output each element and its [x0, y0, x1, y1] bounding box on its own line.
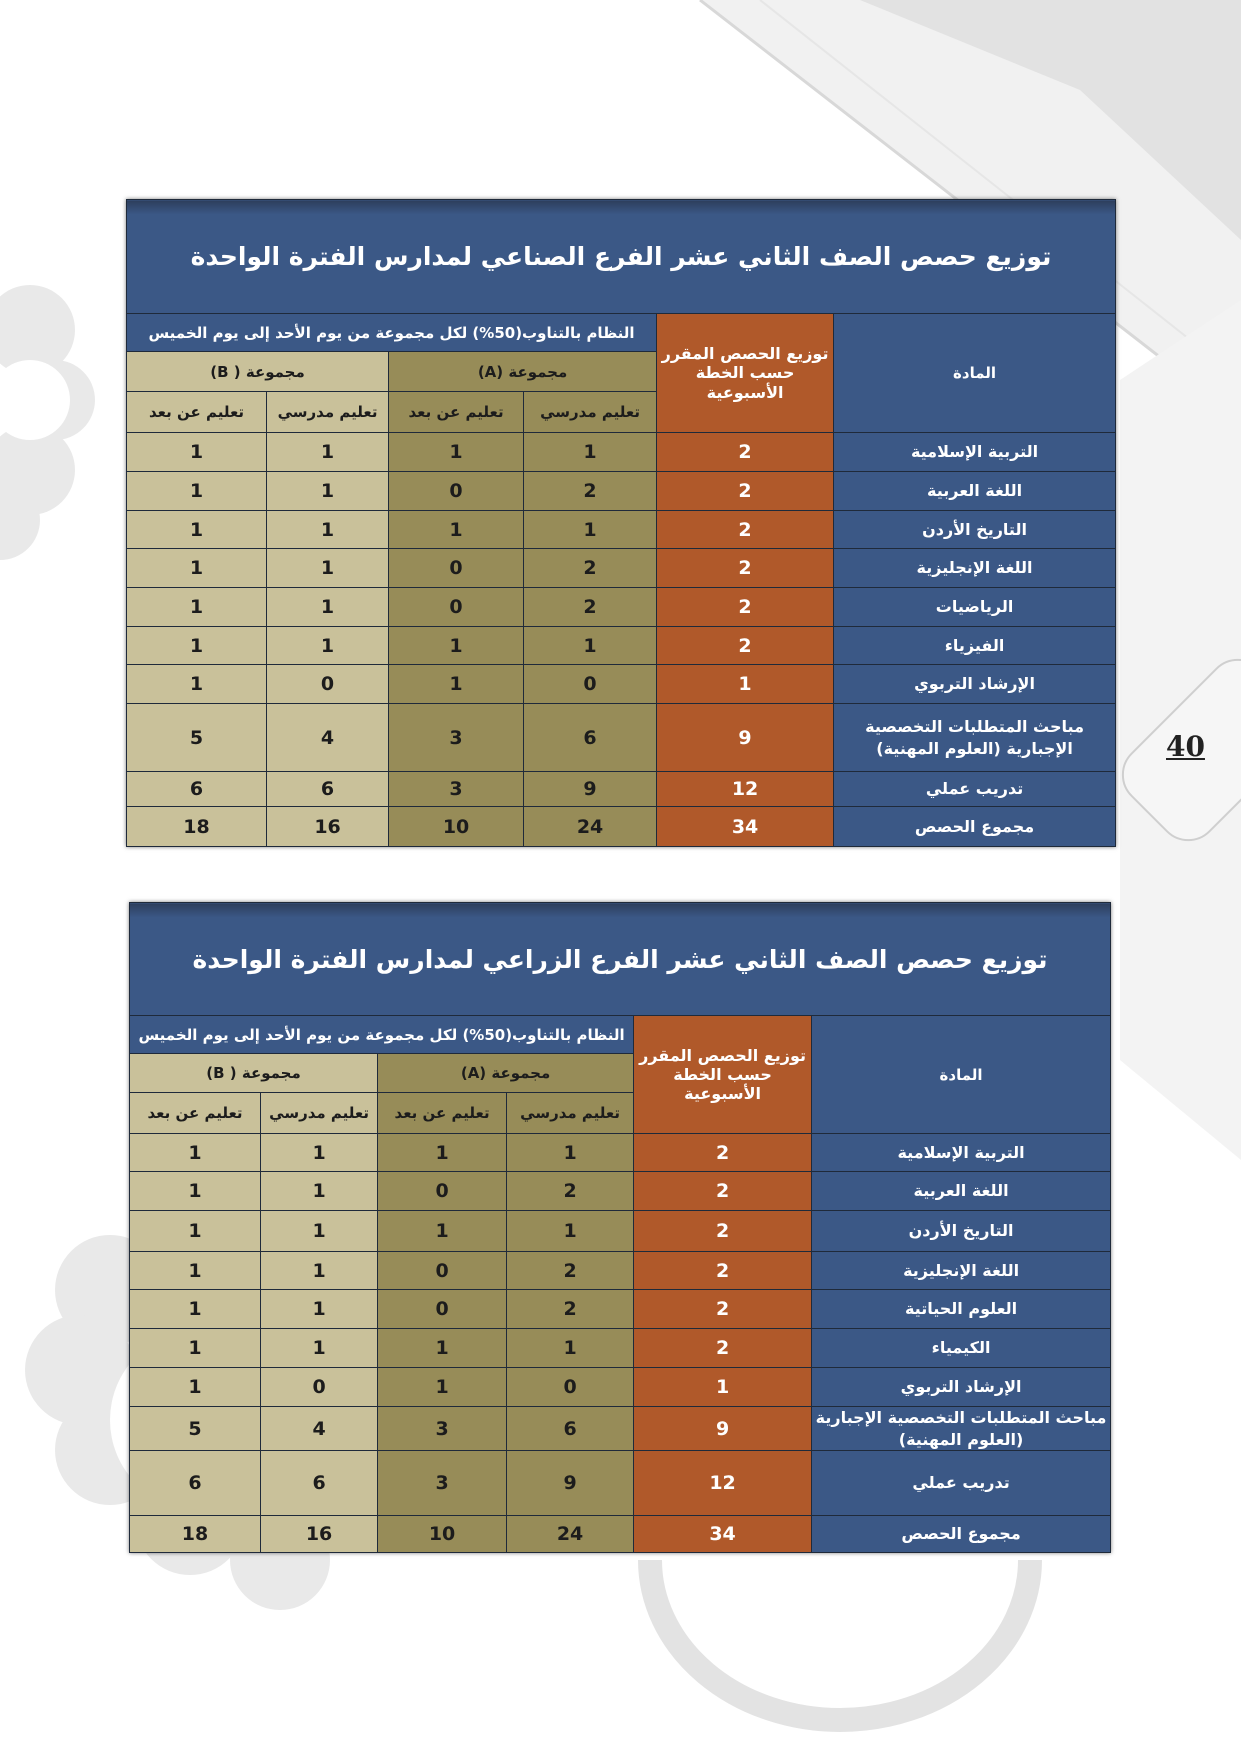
- header-a-remote: تعليم عن بعد: [378, 1093, 507, 1134]
- group-a-remote-cell: 0: [389, 588, 524, 627]
- header-subject: المادة: [812, 1016, 1111, 1134]
- header-a-remote: تعليم عن بعد: [389, 392, 524, 433]
- plan-cell: 12: [657, 772, 834, 807]
- table-row: [127, 627, 1116, 665]
- group-b-school-cell: 1: [267, 588, 389, 627]
- group-a-school-cell: 2: [524, 588, 657, 627]
- group-b-school-cell: 1: [267, 549, 389, 588]
- plan-cell: 2: [634, 1290, 812, 1329]
- subject-cell: اللغة الإنجليزية: [834, 549, 1116, 588]
- table-row: [130, 1290, 1111, 1329]
- table-row: [130, 1407, 1111, 1451]
- group-a-school-cell: 0: [524, 665, 657, 704]
- group-a-school-cell: 6: [524, 704, 657, 772]
- group-a-remote-cell: 1: [389, 665, 524, 704]
- group-a-school-cell: 0: [507, 1368, 634, 1407]
- group-a-school-cell: 2: [524, 549, 657, 588]
- header-rotation-system: النظام بالتناوب(50%) لكل مجموعة من يوم الأحد إلى يوم الخميس: [130, 1016, 634, 1054]
- group-a-school-cell: 1: [524, 511, 657, 549]
- header-b-school: تعليم مدرسي: [267, 392, 389, 433]
- subject-cell: التربية الإسلامية: [834, 433, 1116, 472]
- header-plan: توزيع الحصص المقرر حسب الخطة الأسبوعية: [634, 1016, 812, 1134]
- group-b-remote-cell: 1: [127, 665, 267, 704]
- table-agricultural-branch: [129, 902, 1111, 1553]
- plan-cell: 2: [634, 1252, 812, 1290]
- group-a-school-cell: 24: [524, 807, 657, 847]
- header-b-remote: تعليم عن بعد: [127, 392, 267, 433]
- header-row: [130, 1016, 1111, 1054]
- group-b-school-cell: 1: [267, 627, 389, 665]
- subject-cell: الفيزياء: [834, 627, 1116, 665]
- header-row: [127, 314, 1116, 352]
- header-group-b: مجموعة ( B): [130, 1054, 378, 1093]
- table-row: [127, 704, 1116, 772]
- header-group-a: مجموعة (A): [389, 352, 657, 392]
- group-a-school-cell: 1: [507, 1329, 634, 1368]
- subject-cell: الإرشاد التربوي: [834, 665, 1116, 704]
- group-b-remote-cell: 1: [130, 1329, 261, 1368]
- group-a-school-cell: 2: [507, 1290, 634, 1329]
- group-b-school-cell: 0: [267, 665, 389, 704]
- group-b-remote-cell: 18: [127, 807, 267, 847]
- group-a-remote-cell: 1: [389, 433, 524, 472]
- group-b-remote-cell: 1: [127, 472, 267, 511]
- group-b-remote-cell: 6: [127, 772, 267, 807]
- group-a-school-cell: 24: [507, 1516, 634, 1553]
- subject-cell: التاريخ الأردن: [812, 1211, 1111, 1252]
- subject-cell: الكيمياء: [812, 1329, 1111, 1368]
- header-b-school: تعليم مدرسي: [261, 1093, 378, 1134]
- subject-cell: التاريخ الأردن: [834, 511, 1116, 549]
- table-row: [127, 549, 1116, 588]
- plan-cell: 2: [657, 511, 834, 549]
- subject-cell: الرياضيات: [834, 588, 1116, 627]
- group-a-remote-cell: 0: [389, 549, 524, 588]
- group-b-remote-cell: 1: [127, 627, 267, 665]
- plan-cell: 2: [657, 472, 834, 511]
- group-b-remote-cell: 1: [130, 1290, 261, 1329]
- group-a-remote-cell: 1: [389, 627, 524, 665]
- header-a-school: تعليم مدرسي: [524, 392, 657, 433]
- group-a-remote-cell: 3: [389, 704, 524, 772]
- group-a-remote-cell: 1: [378, 1134, 507, 1172]
- group-b-remote-cell: 1: [127, 549, 267, 588]
- subject-cell: الإرشاد التربوي: [812, 1368, 1111, 1407]
- table-row: [127, 807, 1116, 847]
- page-number: 40: [1166, 730, 1205, 763]
- title-row: [127, 200, 1116, 314]
- group-b-school-cell: 1: [261, 1172, 378, 1211]
- table-row: [130, 1368, 1111, 1407]
- group-b-remote-cell: 1: [127, 588, 267, 627]
- subject-cell: اللغة الإنجليزية: [812, 1252, 1111, 1290]
- group-a-remote-cell: 0: [378, 1172, 507, 1211]
- plan-cell: 34: [657, 807, 834, 847]
- plan-cell: 1: [657, 665, 834, 704]
- header-plan: توزيع الحصص المقرر حسب الخطة الأسبوعية: [657, 314, 834, 433]
- group-a-school-cell: 2: [507, 1252, 634, 1290]
- subject-cell: مجموع الحصص: [812, 1516, 1111, 1553]
- title-row: [130, 903, 1111, 1016]
- group-a-school-cell: 2: [524, 472, 657, 511]
- group-a-school-cell: 1: [524, 433, 657, 472]
- group-a-remote-cell: 3: [378, 1407, 507, 1451]
- subject-cell: التربية الإسلامية: [812, 1134, 1111, 1172]
- group-b-school-cell: 1: [261, 1211, 378, 1252]
- group-b-school-cell: 6: [267, 772, 389, 807]
- group-b-remote-cell: 6: [130, 1451, 261, 1516]
- plan-cell: 9: [634, 1407, 812, 1451]
- group-a-school-cell: 6: [507, 1407, 634, 1451]
- group-a-school-cell: 1: [507, 1134, 634, 1172]
- plan-cell: 2: [634, 1211, 812, 1252]
- subject-cell: مباحث المتطلبات التخصصية الإجبارية (العلوم المهنية): [834, 704, 1116, 772]
- plan-cell: 9: [657, 704, 834, 772]
- group-a-school-cell: 1: [507, 1211, 634, 1252]
- group-b-remote-cell: 1: [130, 1368, 261, 1407]
- group-b-remote-cell: 18: [130, 1516, 261, 1553]
- group-a-remote-cell: 10: [389, 807, 524, 847]
- table-row: [130, 1211, 1111, 1252]
- group-b-remote-cell: 5: [127, 704, 267, 772]
- group-a-remote-cell: 3: [378, 1451, 507, 1516]
- header-group-a: مجموعة (A): [378, 1054, 634, 1093]
- plan-cell: 2: [657, 588, 834, 627]
- plan-cell: 2: [657, 433, 834, 472]
- plan-cell: 2: [657, 627, 834, 665]
- group-b-school-cell: 1: [261, 1290, 378, 1329]
- table-row: [130, 1172, 1111, 1211]
- header-rotation-system: النظام بالتناوب(50%) لكل مجموعة من يوم الأحد إلى يوم الخميس: [127, 314, 657, 352]
- table-row: [127, 511, 1116, 549]
- group-b-school-cell: 1: [267, 511, 389, 549]
- group-b-school-cell: 1: [261, 1252, 378, 1290]
- header-a-school: تعليم مدرسي: [507, 1093, 634, 1134]
- group-b-remote-cell: 5: [130, 1407, 261, 1451]
- header-group-b: مجموعة ( B): [127, 352, 389, 392]
- subject-cell: تدريب عملي: [812, 1451, 1111, 1516]
- group-a-remote-cell: 1: [378, 1211, 507, 1252]
- header-b-remote: تعليم عن بعد: [130, 1093, 261, 1134]
- group-b-remote-cell: 1: [130, 1172, 261, 1211]
- group-a-school-cell: 9: [524, 772, 657, 807]
- group-b-remote-cell: 1: [130, 1211, 261, 1252]
- group-b-remote-cell: 1: [127, 511, 267, 549]
- subject-cell: اللغة العربية: [834, 472, 1116, 511]
- group-a-school-cell: 2: [507, 1172, 634, 1211]
- table-title: توزيع حصص الصف الثاني عشر الفرع الزراعي لمدارس الفترة الواحدة: [130, 903, 1111, 1016]
- table-row: [130, 1134, 1111, 1172]
- group-b-school-cell: 16: [261, 1516, 378, 1553]
- group-b-remote-cell: 1: [130, 1134, 261, 1172]
- plan-cell: 1: [634, 1368, 812, 1407]
- table-row: [130, 1329, 1111, 1368]
- group-b-school-cell: 1: [261, 1134, 378, 1172]
- table-row: [130, 1516, 1111, 1553]
- plan-cell: 2: [634, 1329, 812, 1368]
- plan-cell: 12: [634, 1451, 812, 1516]
- table-row: [130, 1451, 1111, 1516]
- plan-cell: 2: [634, 1172, 812, 1211]
- group-b-school-cell: 4: [267, 704, 389, 772]
- group-a-remote-cell: 0: [389, 472, 524, 511]
- subject-cell: العلوم الحياتية: [812, 1290, 1111, 1329]
- table-row: [127, 588, 1116, 627]
- group-a-remote-cell: 1: [378, 1329, 507, 1368]
- table-industrial-branch: [126, 199, 1116, 847]
- subject-cell: مباحث المتطلبات التخصصية الإجبارية (العلوم المهنية): [812, 1407, 1111, 1451]
- plan-cell: 2: [634, 1134, 812, 1172]
- subject-cell: مجموع الحصص: [834, 807, 1116, 847]
- group-a-remote-cell: 1: [389, 511, 524, 549]
- group-b-school-cell: 1: [267, 472, 389, 511]
- group-b-school-cell: 0: [261, 1368, 378, 1407]
- group-b-school-cell: 4: [261, 1407, 378, 1451]
- group-a-remote-cell: 1: [378, 1368, 507, 1407]
- table-row: [127, 665, 1116, 704]
- group-a-remote-cell: 3: [389, 772, 524, 807]
- subject-cell: اللغة العربية: [812, 1172, 1111, 1211]
- group-b-remote-cell: 1: [130, 1252, 261, 1290]
- group-a-remote-cell: 10: [378, 1516, 507, 1553]
- table-row: [130, 1252, 1111, 1290]
- table-row: [127, 772, 1116, 807]
- table-row: [127, 433, 1116, 472]
- table-row: [127, 472, 1116, 511]
- group-a-remote-cell: 0: [378, 1290, 507, 1329]
- group-b-school-cell: 16: [267, 807, 389, 847]
- group-b-school-cell: 1: [261, 1329, 378, 1368]
- group-a-school-cell: 9: [507, 1451, 634, 1516]
- subject-cell: تدريب عملي: [834, 772, 1116, 807]
- table-title: توزيع حصص الصف الثاني عشر الفرع الصناعي لمدارس الفترة الواحدة: [127, 200, 1116, 314]
- plan-cell: 2: [657, 549, 834, 588]
- group-b-remote-cell: 1: [127, 433, 267, 472]
- plan-cell: 34: [634, 1516, 812, 1553]
- group-b-school-cell: 6: [261, 1451, 378, 1516]
- group-b-school-cell: 1: [267, 433, 389, 472]
- group-a-school-cell: 1: [524, 627, 657, 665]
- group-a-remote-cell: 0: [378, 1252, 507, 1290]
- header-subject: المادة: [834, 314, 1116, 433]
